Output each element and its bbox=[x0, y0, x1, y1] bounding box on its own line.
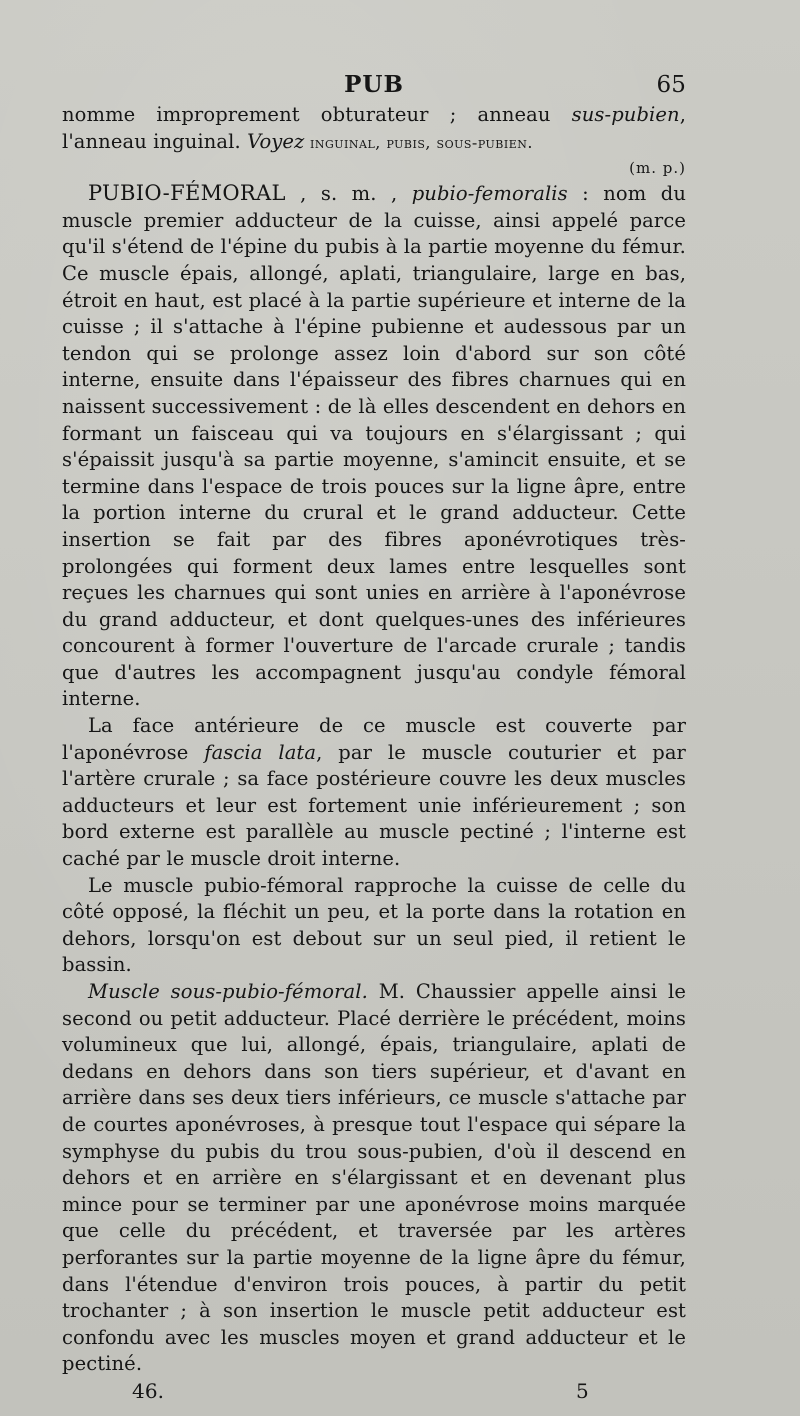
volume-signature: 46. bbox=[132, 1378, 165, 1403]
entry-prev-italic: sus-pubien bbox=[571, 103, 680, 126]
author-initials: (m. p.) bbox=[629, 159, 686, 178]
sheet-signature: 5 bbox=[576, 1378, 589, 1403]
latin-term: pubio-femoralis bbox=[411, 182, 568, 206]
entry-prev-text bbox=[62, 102, 686, 156]
voyez-label: Voyez bbox=[247, 129, 305, 153]
entry-prev-part-a: nomme improprement obturateur ; anneau bbox=[62, 103, 572, 126]
running-head bbox=[62, 66, 686, 102]
paragraph-2-italic: fascia lata bbox=[204, 740, 317, 764]
paragraph-1-text: : nom du muscle premier adducteur de la cuisse, ainsi appelé parce qu'il s'étend de l'épine du pubis à la partie moyenne du fémur. Ce muscle épais, allongé, aplati, triangulaire, large en bas, étroit en haut, est placé à la partie supérieure et interne de la cuisse ; il s'attache à l'épine pubienne et audessous par un tendon qui se prolonge assez loin d'abord sur son côté interne, ensuite dans l'épaisseur des fibres charnues qui en naissent successivement : de là elles descendent en dehors en formant un faisceau qui va toujours en s'élargissant ; qui s'épaissit jusqu'à sa partie moyenne, s'amincit ensuite, et se termine dans l'espace de trois pouces sur la ligne âpre, entre la portion interne du crural et le grand adducteur. Cette insertion se fait par des fibres aponévrotiques très-prolongées qui forment deux lames entre lesquelles sont reçues les charnues qui sont unies en arrière à l'aponévrose du grand adducteur, et dont quelques-unes des inférieures concourent à former l'ouverture de l'arcade crurale ; tandis que d'autres les accompagnent jusqu'au condyle fémoral interne. bbox=[62, 182, 686, 711]
text-block bbox=[62, 66, 686, 1408]
paragraph-2-part-a: La face antérieure de ce muscle est couverte par l'aponévrose bbox=[62, 714, 686, 764]
page-number: 65 bbox=[656, 72, 686, 98]
entry-paragraph-3: Le muscle pubio-fémoral rapproche la cuisse de celle du côté opposé, la fléchit un peu, et la porte dans la rotation en dehors, lorsqu'on est debout sur un seul pied, il retient le bassin. bbox=[62, 873, 686, 977]
paragraph-2-part-b: , par le muscle couturier et par l'artère crurale ; sa face postérieure couvre les deux muscles adducteurs et leur est fortement unie inférieurement ; son bord externe est parallèle au muscle pectiné ; l'interne est caché par le muscle droit interne. bbox=[62, 740, 686, 871]
sub-entry-paragraph bbox=[62, 979, 686, 1378]
page-footer bbox=[62, 1378, 686, 1408]
entry-prev-part-b: , l'anneau inguinal. bbox=[62, 103, 686, 153]
headword: PUBIO-FÉMORAL bbox=[88, 181, 286, 206]
running-title: PUB bbox=[344, 71, 404, 98]
entry-paragraph-2 bbox=[62, 713, 686, 873]
cross-references: inguinal, pubis, sous-pubien. bbox=[304, 132, 533, 152]
grammar-label: , s. m. , bbox=[285, 182, 412, 206]
sub-entry-headword: Muscle sous-pubio-fémoral. bbox=[88, 980, 368, 1003]
entry-paragraph-1 bbox=[62, 180, 686, 713]
sub-entry-text: M. Chaussier appelle ainsi le second ou petit adducteur. Placé derrière le précédent, moins volumineux que lui, allongé, épais, triangulaire, aplati de dedans en dehors dans son tiers supérieur, et d'avant en arrière dans ses deux tiers inférieurs, ce muscle s'attache par de courtes aponévroses, à presque tout l'espace qui sépare la symphyse du pubis du trou sous-pubien, d'où il descend en dehors et en arrière en s'élargissant et en devenant plus mince pour se terminer par une aponévrose moins marquée que celle du précédent, et traversée par les artères perforantes sur la partie moyenne de la ligne âpre du fémur, dans l'étendue d'environ trois pouces, à partir du petit trochanter ; à son insertion le muscle petit adducteur est confondu avec les muscles moyen et grand adducteur et le pectiné. bbox=[62, 980, 686, 1376]
